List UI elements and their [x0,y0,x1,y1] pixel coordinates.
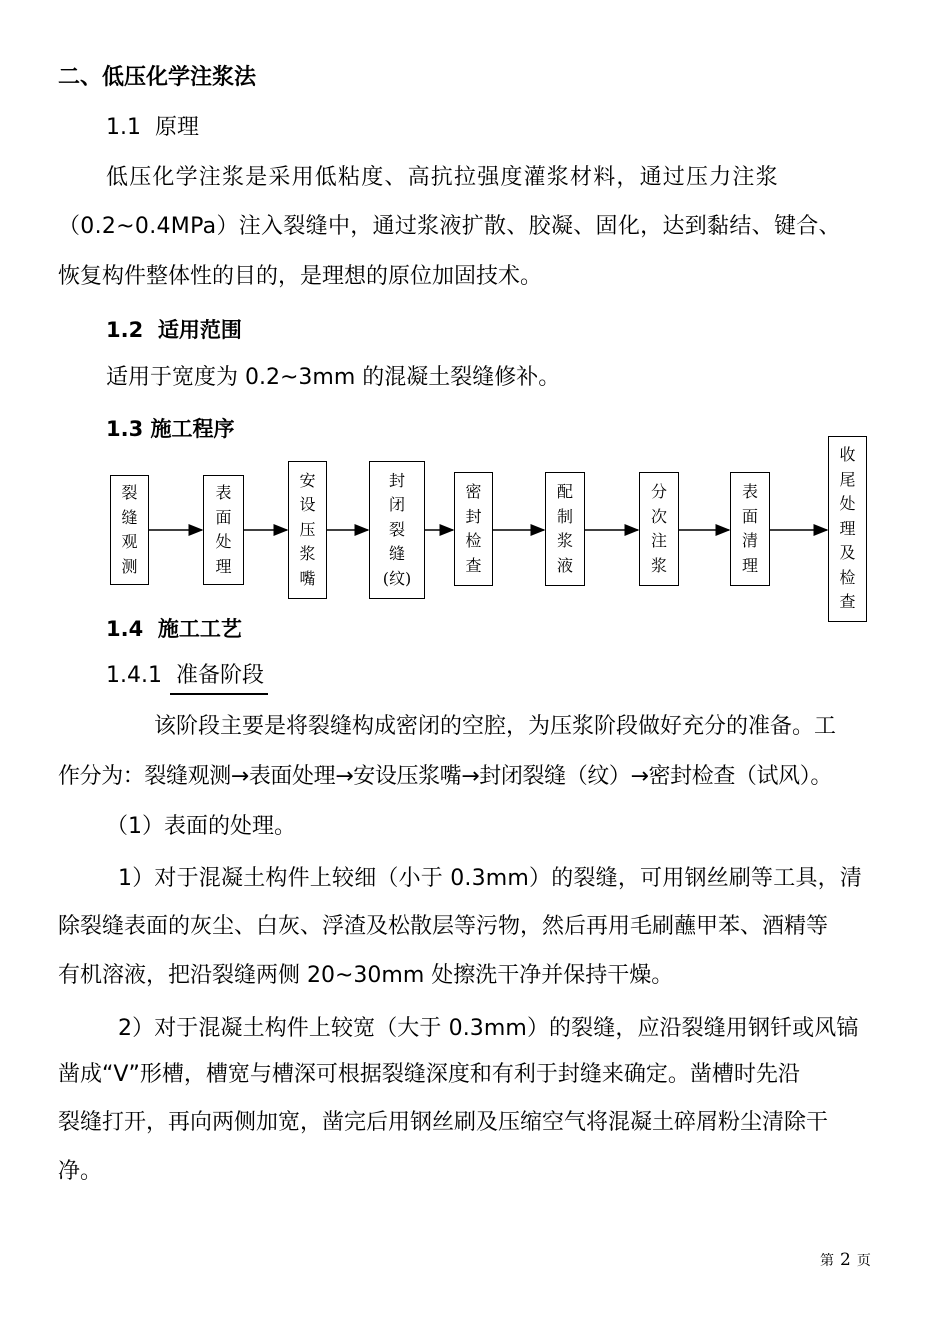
flow-step-crack-observation: 裂 缝 观 测 [110,475,149,585]
principle-line-3: 恢复构件整体性的目的，是理想的原位加固技术。 [58,264,543,289]
item-1-1-line-3: 有机溶液，把沿裂缝两侧 20~30mm 处擦洗干净并保持干燥。 [58,963,674,988]
heading-1-4 [106,613,242,643]
item-1-1-line-1: 1）对于混凝土构件上较细（小于 0.3mm）的裂缝，可用钢丝刷等工具，清 [118,866,863,891]
heading-number: 1.4 [106,617,144,641]
heading-1-4-1 [106,658,264,689]
flow-step-surface-cleaning: 表 面 清 理 [730,472,770,586]
heading-number: 1.1 [106,115,141,140]
item-1-2-line-4: 净。 [58,1159,103,1184]
item-1-1-line-2: 除裂缝表面的灰尘、白灰、浮渣及松散层等污物，然后再用毛刷蘸甲苯、酒精等 [58,914,829,939]
footer-prefix: 第 [820,1253,834,1269]
flow-step-seal-check: 密 封 检 查 [454,472,493,586]
heading-title: 施工工艺 [157,617,242,641]
prep-line-2: 作分为：裂缝观测→表面处理→安设压浆嘴→封闭裂缝（纹）→密封检查（试风）。 [58,764,832,789]
heading-title: 施工程序 [150,417,235,441]
flow-step-finishing-inspection: 收 尾 处 理 及 检 查 [828,436,867,622]
prep-line-1: 该阶段主要是将裂缝构成密闭的空腔，为压浆阶段做好充分的准备。工 [154,714,837,739]
principle-line-1: 低压化学注浆是采用低粘度、高抗拉强度灌浆材料，通过压力注浆 [106,165,779,190]
item-1-2-line-1: 2）对于混凝土构件上较宽（大于 0.3mm）的裂缝，应沿裂缝用钢钎或风镐 [118,1016,859,1041]
heading-number: 1.2 [106,318,144,342]
footer-suffix: 页 [856,1253,871,1269]
heading-title: 准备阶段 [175,663,264,688]
heading-number: 1.4.1 [106,663,162,688]
item-1-title: （1）表面的处理。 [106,814,296,839]
page-footer [820,1250,871,1270]
item-1-2-line-2: 凿成“V”形槽，槽宽与槽深可根据裂缝深度和有利于封缝来确定。凿槽时先沿 [58,1062,800,1087]
item-1-2-line-3: 裂缝打开，再向两侧加宽，凿完后用钢丝刷及压缩空气将混凝土碎屑粉尘清除干 [58,1110,829,1135]
section-title: 二、低压化学注浆法 [58,65,257,90]
flow-step-surface-treatment: 表 面 处 理 [203,475,244,585]
flow-step-seal-cracks: 封 闭 裂 缝 (纹) [369,461,425,599]
flow-step-prepare-grout: 配 制 浆 液 [545,472,585,586]
heading-title: 适用范围 [157,318,242,342]
page-number: 2 [840,1250,851,1270]
heading-title: 原理 [155,115,200,140]
scope-line: 适用于宽度为 0.2~3mm 的混凝土裂缝修补。 [106,365,561,390]
heading-underline [170,693,268,695]
flow-step-staged-grouting: 分 次 注 浆 [639,472,679,586]
heading-number: 1.3 [106,417,144,441]
principle-line-2: （0.2~0.4MPa）注入裂缝中，通过浆液扩散、胶凝、固化，达到黏结、键合、 [58,214,841,239]
flow-step-install-nozzles: 安 设 压 浆 嘴 [288,461,327,599]
